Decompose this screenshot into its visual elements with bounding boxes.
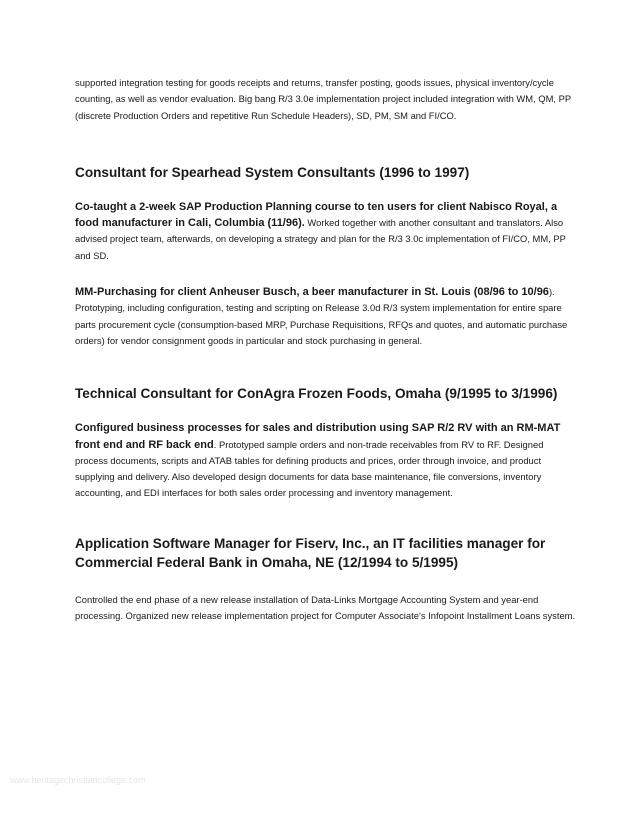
job1-paragraph-1 [75,199,578,264]
job1-paragraph-2 [75,284,578,349]
job3-paragraph-1: Controlled the end phase of a new release installation of Data-Links Mortgage Accounting System and year-end processing. Organized new release implementation project for Computer Associate’s Infopoint Installment Loans system. [75,593,576,622]
job3-title: Application Software Manager for Fiserv, Inc., an IT facilities manager for Commercial Federal Bank in Omaha, NE (12/1994 to 5/1995) [75,535,546,570]
watermark-text: www.heritagechristiancollege.com [10,775,146,785]
job2-paragraph-1-body: . Prototyped sample orders and non-trade receivables from RV to RF. Designed process documents, scripts and ATAB tables for defining products and prices, order through invoice, and product supplying and delivery. Also developed design documents for data base maintenance, file conversions, inventory accounting, and EDI interfaces for both sales order processing and inventory management. [75,438,544,499]
job2-paragraph-1-lead: Configured business processes for sales and distribution using SAP R/2 RV with an RM-MAT front end and RF back end [75,422,561,451]
job1-paragraph-1-body: Worked together with another consultant and translators. Also advised project team, afterwards, on developing a strategy and plan for the R/3 3.0c implementation of FI/CO, MM, PP and SD. [75,217,566,261]
job1-paragraph-2-body: ). Prototyping, including configuration, testing and scripting on Release 3.0d R/3 system implementation for entire spare parts procurement cycle (consumption-based MRP, Purchase Requisitions, RFQs and quotes, and automatic purchase orders) for vendor consignment goods in particular and stock purchasing in general. [75,286,568,346]
job1-title: Consultant for Spearhead System Consultants (1996 to 1997) [75,164,470,180]
job2-paragraph-1 [75,420,578,501]
job1-paragraph-1-lead: Co-taught a 2-week SAP Production Planning course to ten users for client Nabisco Royal, a food manufacturer in Cali, Columbia (11/96). [75,200,558,230]
intro-paragraph: supported integration testing for goods receipts and returns, transfer posting, goods issues, physical inventory/cycle counting, as well as vendor evaluation. Big bang R/3 3.0e implementation project included integration with WM, QM, PP (discrete Production Orders and repetitive Run Schedule Headers), SD, PM, SM and FI/CO. [75,77,571,121]
job1-paragraph-2-lead: MM-Purchasing for client Anheuser Busch, a beer manufacturer in St. Louis (08/96 to 10/96 [75,286,549,299]
job2-title: Technical Consultant for ConAgra Frozen Foods, Omaha (9/1995 to 3/1996) [75,386,558,402]
